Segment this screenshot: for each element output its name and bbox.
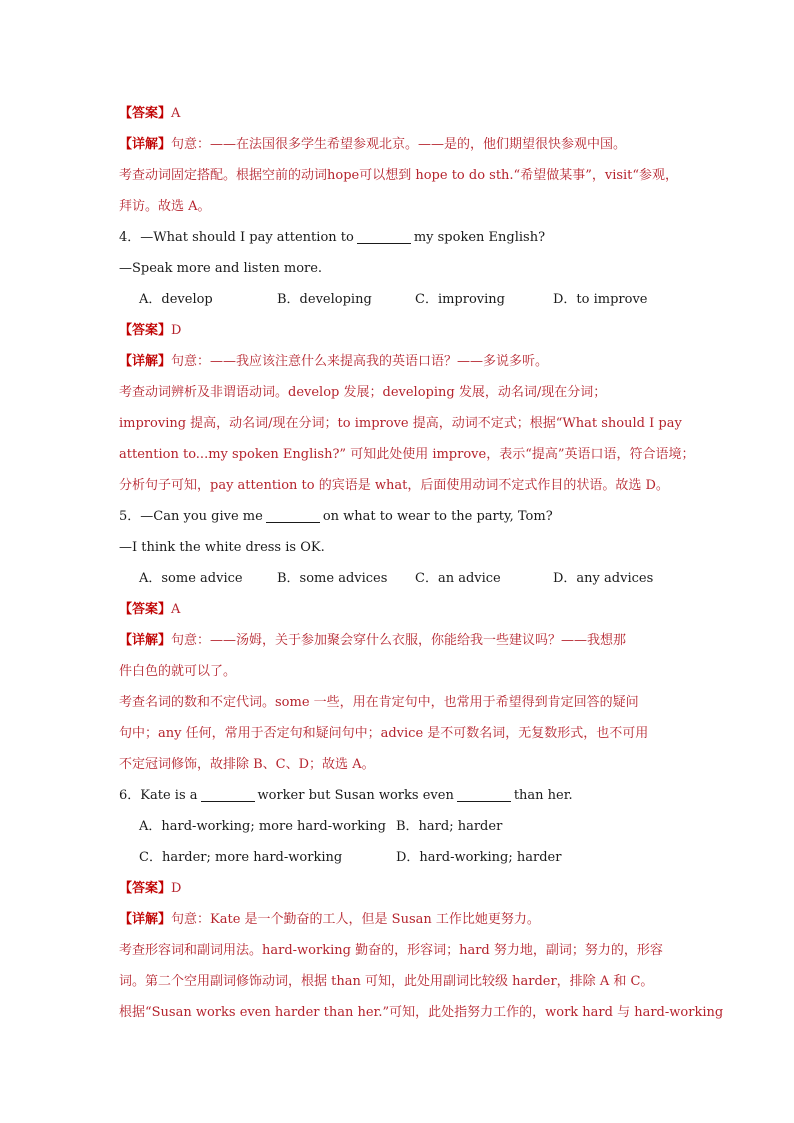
answer-blank <box>357 230 411 244</box>
detail-text: 句意：——在法国很多学生希望参观北京。——是的，他们期望很快参观中国。 <box>171 137 627 152</box>
detail-line: 词。第二个空用副词修饰动词，根据 than 可知，此处用副词比较级 harder，排除 A 和 C。 <box>119 974 654 989</box>
question-number: 4． <box>119 230 141 245</box>
option-b: B．developing <box>277 292 372 307</box>
option-d: D．hard-working; harder <box>396 850 562 865</box>
option-c: C．an advice <box>415 571 501 586</box>
question-stem <box>119 222 679 253</box>
answer-value: A <box>171 106 181 121</box>
detail-line: 分析句子可知，pay attention to 的宾语是 what，后面使用动词不定式作目的状语。故选 D。 <box>119 478 669 493</box>
detail-line: 考查形容词和副词用法。hard-working 勤奋的，形容词；hard 努力地，副词；努力的，形容 <box>119 943 663 958</box>
detail-line: 件白色的就可以了。 <box>119 664 237 679</box>
question-reply: —Speak more and listen more. <box>119 261 323 276</box>
stem-text: than her. <box>513 788 573 803</box>
answer-value: D <box>171 881 182 896</box>
stem-text: —What should I pay attention to <box>140 230 354 245</box>
options-row <box>119 563 679 594</box>
answer-line <box>119 98 679 129</box>
detail-line: 句中；any 任何，常用于否定句和疑问句中；advice 是不可数名词，无复数形式，也不可用 <box>119 726 649 741</box>
stem-text: on what to wear to the party, Tom? <box>322 509 553 524</box>
detail-line: 考查名词的数和不定代词。some 一些，用在肯定句中，也常用于希望得到肯定回答的疑问 <box>119 695 639 710</box>
answer-blank <box>266 509 320 523</box>
option-a: A．hard-working; more hard-working <box>139 819 386 834</box>
question-reply: —I think the white dress is OK. <box>119 540 325 555</box>
answer-label: 【答案】 <box>119 881 172 896</box>
detail-label: 【详解】 <box>119 633 172 648</box>
detail-label: 【详解】 <box>119 912 172 927</box>
detail-line: 根据“Susan works even harder than her.”可知，此处指努力工作的，work hard 与 hard-working <box>119 1005 724 1020</box>
detail-text: 句意：Kate 是一个勤奋的工人，但是 Susan 工作比她更努力。 <box>171 912 540 927</box>
detail-label: 【详解】 <box>119 354 172 369</box>
options-row <box>119 284 679 315</box>
stem-text: my spoken English? <box>413 230 546 245</box>
detail-line: 考查动词固定搭配。根据空前的动词hope可以想到 hope to do sth.“希望做某事”，visit“参观， <box>119 168 679 183</box>
option-c: C．harder; more hard-working <box>139 850 343 865</box>
document-page <box>119 98 724 1028</box>
answer-blank <box>201 788 255 802</box>
option-a: A．some advice <box>139 571 243 586</box>
answer-line <box>119 873 679 904</box>
detail-line: 不定冠词修饰，故排除 B、C、D；故选 A。 <box>119 757 375 772</box>
detail-line <box>119 625 679 656</box>
detail-label: 【详解】 <box>119 137 172 152</box>
detail-line: 拜访。故选 A。 <box>119 199 211 214</box>
answer-line <box>119 594 679 625</box>
stem-text: worker but Susan works even <box>257 788 454 803</box>
option-b: B．hard; harder <box>396 819 503 834</box>
answer-label: 【答案】 <box>119 106 172 121</box>
stem-text: —Can you give me <box>140 509 263 524</box>
answer-label: 【答案】 <box>119 602 172 617</box>
answer-blank <box>457 788 511 802</box>
answer-value: D <box>171 323 182 338</box>
question-number: 5． <box>119 509 141 524</box>
option-c: C．improving <box>415 292 505 307</box>
detail-line: improving 提高，动名词/现在分词；to improve 提高，动词不定式；根据“What should I pay <box>119 416 682 431</box>
detail-text: 句意：——汤姆，关于参加聚会穿什么衣服，你能给我一些建议吗？——我想那 <box>171 633 627 648</box>
answer-value: A <box>171 602 181 617</box>
detail-text: 句意：——我应该注意什么来提高我的英语口语？——多说多听。 <box>171 354 549 369</box>
question-stem <box>119 780 679 811</box>
option-d: D．any advices <box>553 571 654 586</box>
options-row <box>119 811 679 842</box>
question-number: 6． <box>119 788 141 803</box>
answer-line <box>119 315 679 346</box>
detail-line: attention to...my spoken English?” 可知此处使用 improve，表示“提高”英语口语，符合语境； <box>119 447 695 462</box>
stem-text: Kate is a <box>140 788 198 803</box>
question-stem <box>119 501 679 532</box>
detail-line <box>119 129 679 160</box>
options-row <box>119 842 679 873</box>
option-b: B．some advices <box>277 571 388 586</box>
option-a: A．develop <box>139 292 213 307</box>
answer-label: 【答案】 <box>119 323 172 338</box>
detail-line <box>119 346 679 377</box>
detail-line: 考查动词辨析及非谓语动词。develop 发展；developing 发展，动名词/现在分词； <box>119 385 607 400</box>
option-d: D．to improve <box>553 292 648 307</box>
detail-line <box>119 904 679 935</box>
